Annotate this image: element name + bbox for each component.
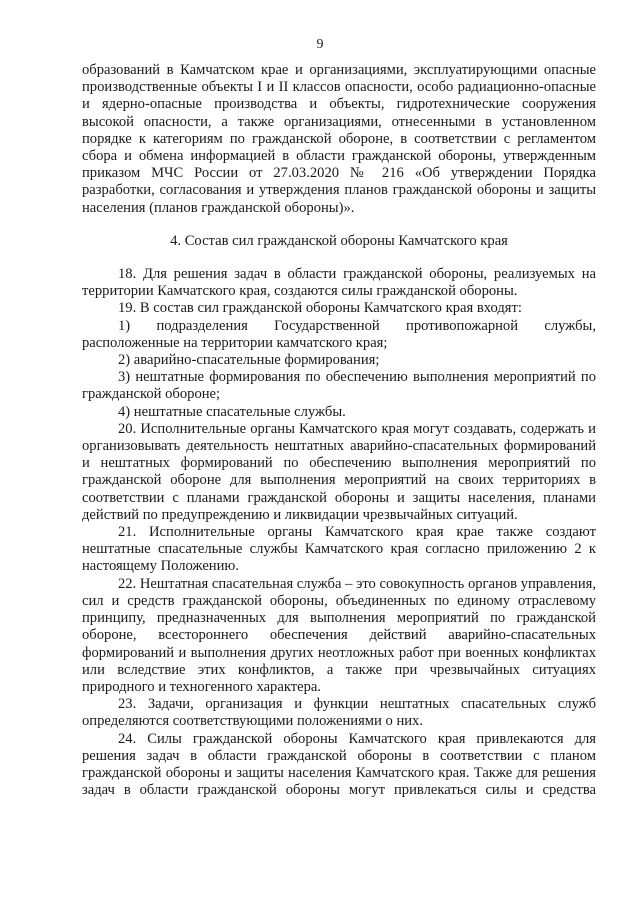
list-item-2: 2) аварийно-спасательные формирования; [118,352,380,369]
paragraph-23: 23. Задачи, организация и функции нештатных спасательных служб определяются соответствующими положениями о них. [82,696,596,730]
document-body [82,62,596,799]
section-heading: 4. Состав сил гражданской обороны Камчатского края [170,232,508,249]
paragraph-22: 22. Нештатная спасательная служба – это совокупность органов управления, сил и средств гражданской обороны, объединенных по единому отраслевому принципу, предназначенных для выполнения мероприятий по гражданской обороне, всестороннего обеспечения действий аварийно-спасательных формирований и выполнения других неотложных работ при военных конфликтах или вследствие этих конфликтов, а также при чрезвычайных ситуациях природного и техногенного характера. [82,575,596,695]
paragraph-18: 18. Для решения задач в области гражданской обороны, реализуемых на территории Камчатского края, создаются силы гражданской обороны. [82,266,596,300]
list-item-1: 1) подразделения Государственной противопожарной службы, расположенные на территории камчатского края; [82,317,596,351]
paragraph-21: 21. Исполнительные органы Камчатского края крае также создают нештатные спасательные службы Камчатского края согласно приложению 2 к настоящему Положению. [82,524,596,575]
paragraph-19: 19. В состав сил гражданской обороны Камчатского края входят: [118,300,522,317]
paragraph-continuation: образований в Камчатском крае и организациями, эксплуатирующими опасные производственные объекты I и II классов опасности, особо радиационно-опасные и ядерно-опасные производства и объекты, гидротехнические сооружения высокой опасности, а также организациями, отнесенными в установленном порядке к категориям по гражданской обороне, в соответствии с регламентом сбора и обмена информацией в области гражданской обороны, утвержденным приказом МЧС России от 27.03.2020 № 216 «Об утверждении Порядка разработки, согласования и утверждения планов гражданской обороны и защиты населения (планов гражданской обороны)». [82,62,596,216]
paragraph-24: 24. Силы гражданской обороны Камчатского края привлекаются для решения задач в области гражданской обороны в соответствии с планом гражданской обороны и защиты населения Камчатского края. Также для решения задач в области гражданской обороны могут привлекаться силы и средства [82,730,596,799]
list-item-3: 3) нештатные формирования по обеспечению выполнения мероприятий по гражданской обороне; [82,369,596,403]
paragraph-20: 20. Исполнительные органы Камчатского края могут создавать, содержать и организовывать деятельность нештатных аварийно-спасательных формирований и нештатных формирований по обеспечению выполнения мероприятий по гражданской обороне для выполнения мероприятий на своих территориях в соответствии с планами гражданской обороны и защиты населения, планами действий по предупреждению и ликвидации чрезвычайных ситуаций. [82,420,596,523]
page-number: 9 [316,37,324,52]
list-item-4: 4) нештатные спасательные службы. [118,403,346,420]
